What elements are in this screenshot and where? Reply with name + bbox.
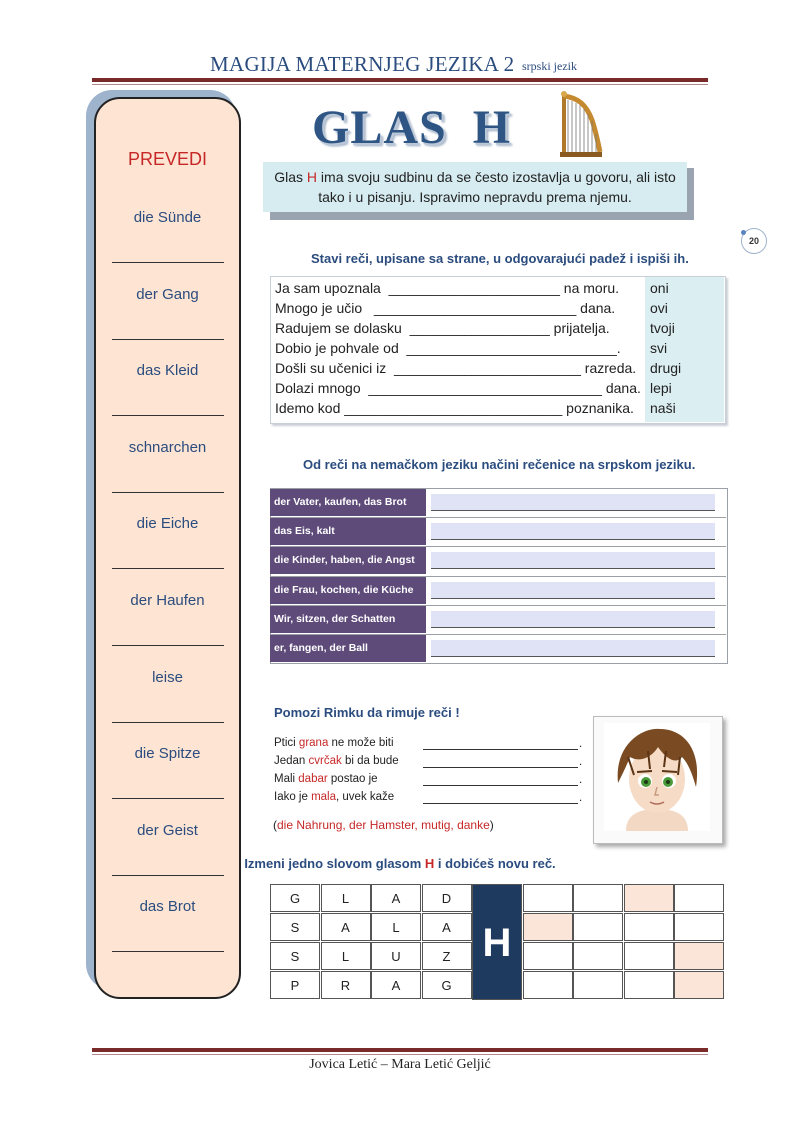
header-rule bbox=[92, 78, 708, 82]
sidebar-answer-line[interactable] bbox=[112, 415, 224, 416]
sidebar-heading: PREVEDI bbox=[127, 149, 208, 169]
grid-answer-cell[interactable] bbox=[674, 884, 724, 912]
exercise1-heading: Stavi reči, upisane sa strane, u odgovarajući padež i ispiši ih. bbox=[311, 251, 689, 266]
rhyme-answer-line[interactable] bbox=[423, 749, 578, 750]
sidebar-answer-line[interactable] bbox=[112, 262, 224, 263]
header-subtitle: srpski jezik bbox=[522, 59, 577, 73]
sidebar-word: leise bbox=[152, 668, 183, 686]
rhyme-answer-line[interactable] bbox=[423, 803, 578, 804]
grid-letter-cell: Z bbox=[422, 942, 472, 970]
intro-text-before: Glas bbox=[274, 169, 307, 185]
exercise1-word: naši bbox=[650, 400, 676, 416]
exercise4-heading-after: i dobićeš novu reč. bbox=[434, 856, 556, 871]
hint-open: ( bbox=[273, 818, 277, 832]
footer-authors: Jovica Letić – Mara Letić Geljić bbox=[309, 1057, 491, 1072]
sidebar-answer-line[interactable] bbox=[112, 645, 224, 646]
exercise1-sentence[interactable]: Došli su učenici iz ________________________ razreda. bbox=[275, 360, 637, 376]
rhyme-keyword: grana bbox=[298, 737, 329, 749]
grid-answer-cell[interactable] bbox=[624, 884, 674, 912]
header-rule-thin bbox=[92, 84, 708, 85]
exercise2-prompt: der Vater, kaufen, das Brot bbox=[270, 489, 426, 516]
exercise2-row-divider bbox=[270, 605, 726, 606]
rhyme-period: . bbox=[579, 756, 583, 768]
rhyme-text: Ptici bbox=[274, 737, 299, 749]
grid-answer-cell[interactable] bbox=[674, 971, 724, 999]
grid-answer-cell[interactable] bbox=[523, 884, 573, 912]
grid-answer-cell[interactable] bbox=[523, 971, 573, 999]
grid-answer-cell[interactable] bbox=[624, 913, 674, 941]
exercise2-answer-field[interactable] bbox=[431, 582, 715, 599]
exercise1-sentence[interactable]: Mnogo je učio __________________________ dana. bbox=[275, 300, 616, 316]
grid-answer-cell[interactable] bbox=[573, 884, 623, 912]
grid-answer-cell[interactable] bbox=[624, 971, 674, 999]
exercise2-prompt: das Eis, kalt bbox=[270, 518, 426, 545]
grid-letter-cell: D bbox=[422, 884, 472, 912]
header-title: MAGIJA MATERNJEG JEZIKA 2 bbox=[210, 52, 515, 76]
boy-avatar-image bbox=[604, 723, 710, 831]
grid-letter-cell: S bbox=[270, 942, 320, 970]
rhyme-text: Iako je bbox=[274, 791, 312, 803]
rhyme-period: . bbox=[579, 792, 583, 804]
grid-letter-cell: A bbox=[321, 913, 371, 941]
exercise2-row-divider bbox=[270, 576, 726, 577]
page-number-badge: 20 bbox=[741, 228, 767, 254]
exercise1-sentence[interactable]: Dobio je pohvale od ___________________________. bbox=[275, 340, 621, 356]
sidebar-answer-line[interactable] bbox=[112, 722, 224, 723]
grid-letter-cell: A bbox=[422, 913, 472, 941]
page-title: GLAS H bbox=[312, 101, 512, 154]
exercise1-word: lepi bbox=[650, 380, 672, 396]
exercise4-heading-before: Izmeni jedno slovom glasom bbox=[244, 856, 425, 871]
rhyme-line bbox=[274, 755, 399, 767]
rhyme-keyword: cvrčak bbox=[308, 755, 342, 767]
exercise2-answer-field[interactable] bbox=[431, 640, 715, 657]
letter-h-block: H bbox=[472, 884, 522, 1000]
letter-grid bbox=[270, 884, 725, 1000]
exercise2-row-divider bbox=[270, 634, 726, 635]
sidebar-answer-line[interactable] bbox=[112, 339, 224, 340]
grid-letter-cell: G bbox=[422, 971, 472, 999]
sidebar-word: schnarchen bbox=[128, 438, 207, 456]
rhyme-text: Mali bbox=[274, 773, 299, 785]
rhyme-text: , uvek kaže bbox=[336, 791, 395, 803]
sidebar-answer-line[interactable] bbox=[112, 875, 224, 876]
exercise1-word: ovi bbox=[650, 300, 668, 316]
exercise2-heading: Od reči na nemačkom jeziku načini rečenice na srpskom jeziku. bbox=[303, 457, 696, 472]
sidebar-word: der Geist bbox=[137, 821, 198, 839]
exercise1-sentence[interactable]: Radujem se dolasku __________________ prijatelja. bbox=[275, 320, 610, 336]
rhyme-answer-line[interactable] bbox=[423, 767, 578, 768]
hint-close: ) bbox=[489, 818, 494, 832]
exercise4-heading bbox=[0, 856, 800, 871]
grid-letter-cell: U bbox=[371, 942, 421, 970]
exercise2-answer-field[interactable] bbox=[431, 494, 715, 511]
grid-answer-cell[interactable] bbox=[573, 942, 623, 970]
grid-letter-cell: L bbox=[371, 913, 421, 941]
intro-text-after: ima svoju sudbinu da se često izostavlja u govoru, ali isto tako i u pisanju. Ispravimo nepravdu prema njemu. bbox=[317, 169, 676, 205]
rhyme-answer-line[interactable] bbox=[423, 785, 578, 786]
rhyme-text: postao je bbox=[327, 773, 378, 785]
exercise2-prompt: die Frau, kochen, die Küche bbox=[270, 577, 426, 604]
sidebar-answer-line[interactable] bbox=[112, 492, 224, 493]
rhyme-text: bi da bude bbox=[341, 755, 399, 767]
rhyme-keyword: mala bbox=[311, 791, 337, 803]
grid-answer-cell[interactable] bbox=[624, 942, 674, 970]
exercise2-prompt: er, fangen, der Ball bbox=[270, 635, 426, 662]
sidebar-word: die Spitze bbox=[134, 745, 201, 763]
rhyme-text: Jedan bbox=[274, 755, 309, 767]
sidebar-answer-line[interactable] bbox=[112, 568, 224, 569]
exercise2-row-divider bbox=[270, 546, 726, 547]
rhyme-text: ne može biti bbox=[328, 737, 394, 749]
rhyme-period: . bbox=[579, 738, 583, 750]
intro-letter: H bbox=[306, 169, 318, 185]
hint-words: die Nahrung, der Hamster, mutig, danke bbox=[277, 818, 490, 832]
sidebar-answer-line[interactable] bbox=[112, 951, 224, 952]
grid-letter-cell: R bbox=[321, 971, 371, 999]
rhyme-line bbox=[274, 773, 378, 785]
grid-letter-cell: G bbox=[270, 884, 320, 912]
grid-letter-cell: P bbox=[270, 971, 320, 999]
sidebar-word: die Sünde bbox=[133, 209, 202, 226]
exercise2-answer-field[interactable] bbox=[431, 611, 715, 628]
sidebar-word: der Haufen bbox=[130, 592, 205, 609]
exercise1-sentence[interactable]: Dolazi mnogo ______________________________ dana. bbox=[275, 380, 641, 396]
grid-letter-cell: L bbox=[321, 884, 371, 912]
footer-rule-thin bbox=[92, 1054, 708, 1055]
rhyme-hint bbox=[273, 818, 494, 832]
exercise1-word: tvoji bbox=[650, 320, 675, 336]
grid-answer-cell[interactable] bbox=[573, 971, 623, 999]
grid-letter-cell: A bbox=[371, 884, 421, 912]
page-badge-dot bbox=[741, 230, 746, 235]
grid-answer-cell[interactable] bbox=[523, 913, 573, 941]
exercise1-word: svi bbox=[650, 340, 668, 356]
exercise2-answer-field[interactable] bbox=[431, 523, 715, 540]
sidebar-word: die Eiche bbox=[136, 515, 199, 533]
exercise1-word: drugi bbox=[650, 360, 682, 376]
intro-box bbox=[263, 162, 687, 212]
exercise4-heading-letter: H bbox=[424, 856, 435, 871]
grid-letter-cell: A bbox=[371, 971, 421, 999]
sidebar-word: das Kleid bbox=[136, 362, 199, 380]
exercise2-row-divider bbox=[270, 517, 726, 518]
harp-icon bbox=[552, 90, 604, 160]
grid-answer-cell[interactable] bbox=[523, 942, 573, 970]
sidebar-answer-line[interactable] bbox=[112, 798, 224, 799]
exercise3-heading: Pomozi Rimku da rimuje reči ! bbox=[274, 705, 460, 720]
exercise2-answer-field[interactable] bbox=[431, 552, 715, 569]
sidebar-word: der Gang bbox=[136, 285, 199, 303]
sidebar-word: das Brot bbox=[139, 898, 196, 916]
exercise1-word: oni bbox=[650, 280, 669, 296]
rhyme-period: . bbox=[579, 774, 583, 786]
rhyme-keyword: dabar bbox=[298, 773, 328, 785]
exercise2-prompt: die Kinder, haben, die Angst bbox=[270, 547, 426, 574]
exercise1-sentence[interactable]: Ja sam upoznala ______________________ na moru. bbox=[275, 280, 620, 296]
grid-letter-cell: S bbox=[270, 913, 320, 941]
exercise1-sentence[interactable]: Idemo kod ____________________________ poznanika. bbox=[275, 400, 634, 416]
exercise2-prompt: Wir, sitzen, der Schatten bbox=[270, 606, 426, 633]
grid-answer-cell[interactable] bbox=[674, 913, 724, 941]
footer-rule bbox=[92, 1048, 708, 1052]
grid-answer-cell[interactable] bbox=[674, 942, 724, 970]
rhyme-line bbox=[274, 737, 394, 749]
grid-letter-cell: L bbox=[321, 942, 371, 970]
rhyme-line bbox=[274, 791, 394, 803]
grid-answer-cell[interactable] bbox=[573, 913, 623, 941]
